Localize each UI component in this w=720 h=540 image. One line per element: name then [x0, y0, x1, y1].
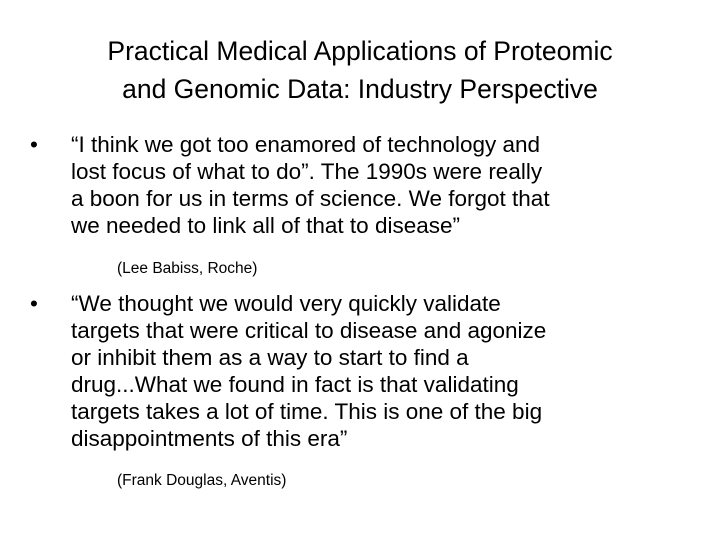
quote-line: we needed to link all of that to disease” [71, 213, 460, 238]
quote-line: drug...What we found in fact is that validating [71, 372, 519, 397]
quote-line: “I think we got too enamored of technology and [71, 132, 541, 157]
quote-bullet [30, 290, 690, 452]
quote-line: a boon for us in terms of science. We forgot that [71, 186, 550, 211]
quote-line: targets takes a lot of time. This is one of the big [71, 399, 543, 424]
quote-line: “We thought we would very quickly validate [71, 291, 501, 316]
quote-line: or inhibit them as a way to start to find a [71, 345, 469, 370]
quote-line: lost focus of what to do”. The 1990s were really [71, 159, 543, 184]
slide-title [20, 32, 700, 108]
quote-attribution: (Frank Douglas, Aventis) [117, 472, 287, 489]
slide-title-line: and Genomic Data: Industry Perspective [122, 74, 598, 104]
bullet-marker: • [30, 291, 38, 316]
quote-text [71, 290, 690, 452]
slide-title-line: Practical Medical Applications of Proteomic [107, 36, 613, 66]
quote-attribution: (Lee Babiss, Roche) [117, 260, 258, 277]
bullet-marker: • [30, 132, 38, 157]
quote-line: disappointments of this era” [71, 426, 348, 451]
quote-bullet [30, 131, 690, 239]
quote-line: targets that were critical to disease and agonize [71, 318, 547, 343]
quote-text [71, 131, 690, 239]
